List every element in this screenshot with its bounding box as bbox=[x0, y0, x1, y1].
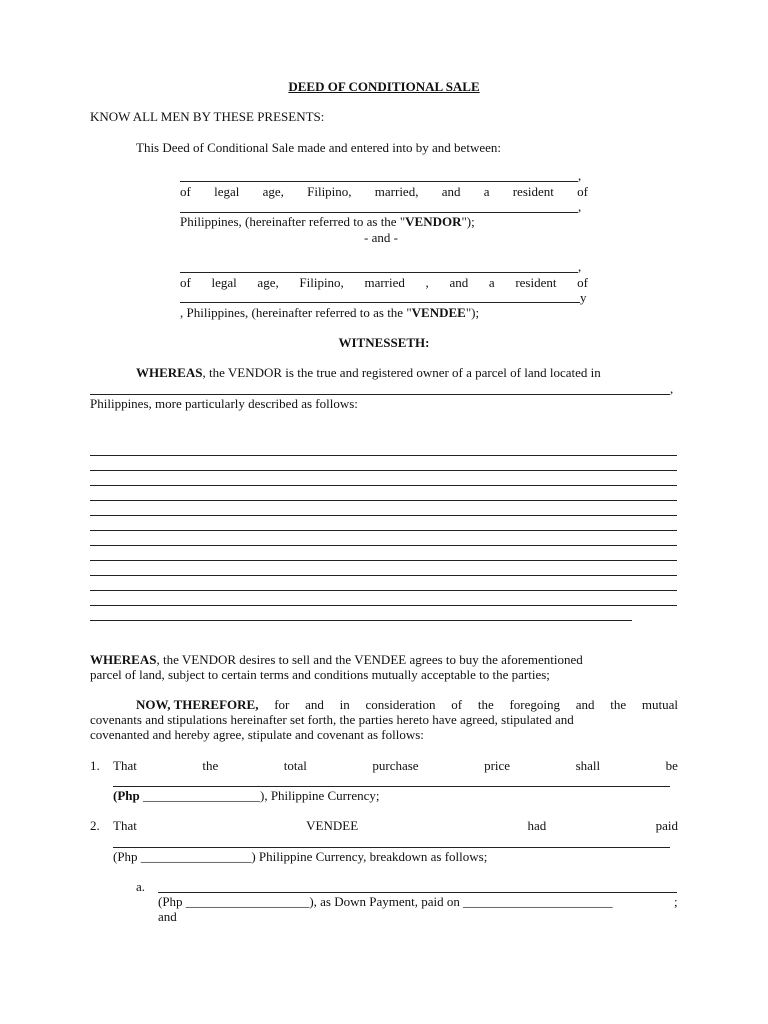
purchase-price-amount-blank[interactable]: __________________ bbox=[142, 788, 260, 803]
vendor-word: of bbox=[180, 184, 191, 199]
vendee-word: of bbox=[180, 275, 191, 290]
vendor-word: resident bbox=[512, 184, 554, 199]
down-payment-amount-blank[interactable]: ___________________ bbox=[185, 894, 310, 909]
vendee-role-prefix: , Philippines, (hereinafter referred to as the " bbox=[180, 305, 412, 320]
vendee-comma: , bbox=[578, 259, 582, 274]
description-blank-line[interactable] bbox=[90, 545, 677, 546]
vendor-role-suffix: "); bbox=[461, 214, 475, 229]
vendee-name-blank[interactable] bbox=[180, 272, 578, 273]
item-1-number: 1. bbox=[90, 758, 100, 773]
item-2-word: VENDEE bbox=[306, 818, 359, 833]
description-blank-line[interactable] bbox=[90, 500, 677, 501]
vendor-role-line bbox=[180, 214, 475, 229]
intro-text: KNOW ALL MEN BY THESE PRESENTS: bbox=[90, 109, 325, 124]
vendor-comma-1: , bbox=[578, 168, 582, 183]
paid-amount-line bbox=[113, 849, 487, 864]
paid-amount-words-blank[interactable] bbox=[113, 847, 670, 848]
vendee-word: resident bbox=[515, 275, 557, 290]
item-1-line bbox=[113, 758, 678, 773]
opening-paragraph: This Deed of Conditional Sale made and entered into by and between: bbox=[136, 140, 501, 155]
item-1-word: the bbox=[202, 758, 219, 773]
vendee-trail-y: y bbox=[580, 290, 587, 305]
vendee-word: of bbox=[577, 275, 588, 290]
vendor-word: age, bbox=[262, 184, 284, 199]
now-therefore-line-2: covenants and stipulations hereinafter set forth, the parties hereto have agreed, stipulated and bbox=[90, 712, 574, 727]
description-blank-line[interactable] bbox=[90, 530, 677, 531]
whereas-sale-text: , the VENDOR desires to sell and the VENDEE agrees to buy the aforementioned bbox=[156, 652, 583, 667]
php-label: (Php bbox=[113, 788, 140, 803]
vendee-word: Filipino, bbox=[299, 275, 344, 290]
vendor-description-line bbox=[180, 184, 588, 199]
description-blank-line[interactable] bbox=[90, 455, 677, 456]
php-label: (Php bbox=[113, 849, 138, 864]
item-2-word: paid bbox=[655, 818, 678, 833]
now-therefore-word: and bbox=[305, 697, 324, 712]
vendor-role-prefix: Philippines, (hereinafter referred to as the " bbox=[180, 214, 406, 229]
vendee-role-label: VENDEE bbox=[411, 305, 466, 320]
item-2-word: That bbox=[113, 818, 137, 833]
vendor-role-label: VENDOR bbox=[405, 214, 462, 229]
purchase-price-words-blank[interactable] bbox=[113, 786, 670, 787]
item-1-word: be bbox=[665, 758, 678, 773]
vendor-word: a bbox=[483, 184, 490, 199]
vendor-address-blank[interactable] bbox=[180, 212, 578, 213]
purchase-price-amount-line bbox=[113, 788, 380, 803]
now-therefore-word: and bbox=[575, 697, 595, 712]
down-payment-words-blank[interactable] bbox=[158, 892, 677, 893]
item-2-number: 2. bbox=[90, 818, 100, 833]
paid-amount-blank[interactable]: _________________ bbox=[140, 849, 252, 864]
vendee-word: , bbox=[425, 275, 429, 290]
vendor-word: legal bbox=[214, 184, 240, 199]
and-separator: - and - bbox=[364, 230, 398, 245]
whereas-label: WHEREAS bbox=[136, 365, 203, 380]
now-therefore-label: NOW, THEREFORE, bbox=[136, 697, 259, 712]
description-blank-line[interactable] bbox=[90, 485, 677, 486]
description-blank-line[interactable] bbox=[90, 560, 677, 561]
vendee-word: age, bbox=[257, 275, 279, 290]
item-1-word: That bbox=[113, 758, 137, 773]
vendor-name-blank[interactable] bbox=[180, 181, 578, 182]
now-therefore-word: the bbox=[610, 697, 627, 712]
land-location-blank[interactable] bbox=[90, 394, 670, 395]
vendee-word: legal bbox=[211, 275, 237, 290]
vendor-word: of bbox=[577, 184, 588, 199]
vendor-word: and bbox=[441, 184, 461, 199]
vendor-comma-2: , bbox=[578, 199, 582, 214]
land-description-intro: Philippines, more particularly described as follows: bbox=[90, 396, 358, 411]
description-blank-line[interactable] bbox=[90, 605, 677, 606]
witnesseth-heading: WITNESSETH: bbox=[338, 335, 430, 350]
vendee-address-blank[interactable] bbox=[180, 302, 580, 303]
vendee-description-line bbox=[180, 275, 588, 290]
description-blank-line[interactable] bbox=[90, 620, 632, 621]
item-2-word: had bbox=[527, 818, 547, 833]
now-therefore-word: foregoing bbox=[509, 697, 560, 712]
down-payment-text: ), as Down Payment, paid on bbox=[309, 894, 460, 909]
now-therefore-line-1 bbox=[136, 697, 678, 712]
now-therefore-word: mutual bbox=[641, 697, 678, 712]
item-1-word: price bbox=[484, 758, 511, 773]
now-therefore-word: in bbox=[339, 697, 350, 712]
vendee-role-line bbox=[180, 305, 479, 320]
vendee-word: married bbox=[364, 275, 405, 290]
down-payment-date-blank[interactable]: _______________________ bbox=[463, 894, 613, 909]
down-payment-line bbox=[158, 894, 613, 909]
vendee-role-suffix: "); bbox=[465, 305, 480, 320]
vendor-word: married, bbox=[374, 184, 419, 199]
whereas-label: WHEREAS bbox=[90, 652, 157, 667]
item-1-word: total bbox=[283, 758, 307, 773]
description-blank-line[interactable] bbox=[90, 470, 677, 471]
document-title: DEED OF CONDITIONAL SALE bbox=[288, 79, 480, 94]
item-2-line bbox=[113, 818, 678, 833]
description-blank-line[interactable] bbox=[90, 515, 677, 516]
whereas-sale-line-1 bbox=[90, 652, 678, 667]
now-therefore-line-3: covenanted and hereby agree, stipulate and covenant as follows: bbox=[90, 727, 424, 742]
down-payment-and: and bbox=[158, 909, 177, 924]
whereas-owner-line bbox=[136, 365, 601, 380]
purchase-price-currency: ), Philippine Currency; bbox=[259, 788, 380, 803]
whereas-owner-text: , the VENDOR is the true and registered owner of a parcel of land located in bbox=[202, 365, 601, 380]
vendee-word: and bbox=[449, 275, 469, 290]
item-1-word: purchase bbox=[372, 758, 419, 773]
down-payment-semicolon: ; bbox=[674, 894, 678, 909]
description-blank-line[interactable] bbox=[90, 575, 677, 576]
paid-amount-breakdown: ) Philippine Currency, breakdown as follows; bbox=[251, 849, 488, 864]
now-therefore-word: consideration bbox=[365, 697, 436, 712]
item-1-word: shall bbox=[575, 758, 601, 773]
php-label: (Php bbox=[158, 894, 183, 909]
description-blank-line[interactable] bbox=[90, 590, 677, 591]
vendor-word: Filipino, bbox=[307, 184, 352, 199]
now-therefore-word: for bbox=[274, 697, 290, 712]
now-therefore-word: the bbox=[477, 697, 494, 712]
vendee-word: a bbox=[488, 275, 495, 290]
item-2a-letter: a. bbox=[136, 879, 146, 894]
land-location-comma: , bbox=[670, 381, 674, 396]
now-therefore-word: of bbox=[451, 697, 463, 712]
whereas-sale-line-2: parcel of land, subject to certain terms and conditions mutually acceptable to the parties; bbox=[90, 667, 550, 682]
